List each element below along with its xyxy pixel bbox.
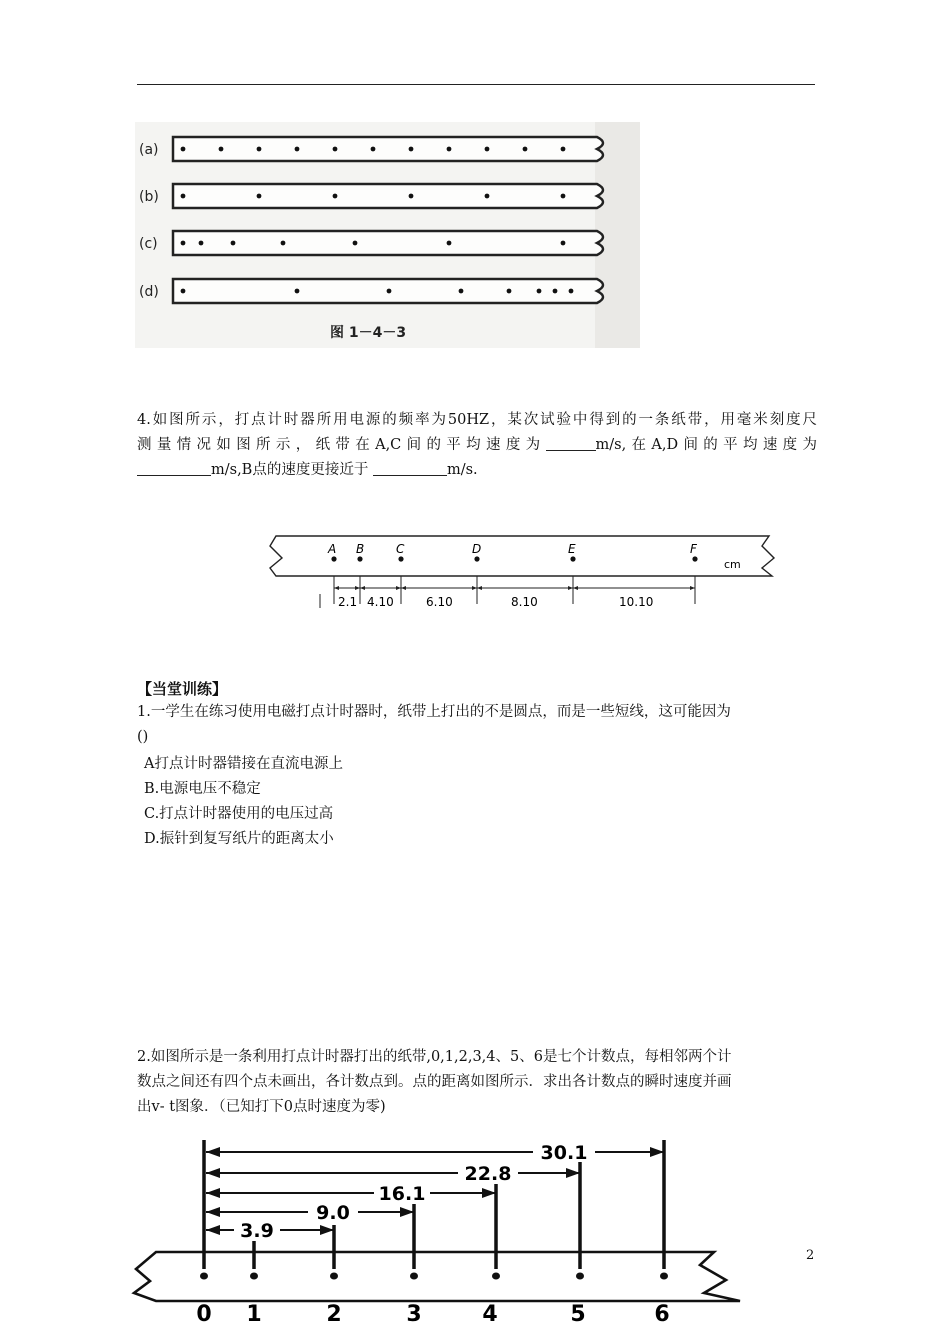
strip-label-d: (d): [139, 284, 159, 300]
strip-label-c: (c): [139, 236, 158, 252]
answer-blank-ac[interactable]: [546, 435, 596, 451]
option-b[interactable]: B.电源电压不稳定: [144, 781, 261, 797]
count-point-6: 6: [654, 1302, 670, 1325]
count-point-3: 3: [406, 1302, 422, 1325]
segment-ab: 2.1: [338, 595, 358, 609]
p1-line-1: 1.一学生在练习使用电磁打点计时器时，纸带上打出的不是圆点，而是一些短线，这可能因为: [137, 704, 731, 720]
strip-label-a: (a): [139, 142, 159, 158]
practice-question-2: [137, 1045, 817, 1120]
option-d[interactable]: D.振针到复写纸片的距离太小: [144, 831, 334, 847]
unit-label: cm: [724, 558, 741, 571]
distance-0-6: 30.1: [540, 1142, 588, 1164]
section-title: 【当堂训练】: [137, 680, 228, 698]
distance-0-3: 9.0: [316, 1202, 350, 1224]
count-point-2: 2: [326, 1302, 342, 1325]
distance-0-4: 16.1: [378, 1183, 426, 1205]
distance-0-2: 3.9: [240, 1220, 274, 1242]
answer-blank-b[interactable]: [373, 460, 447, 476]
tape-strips-figure: [135, 122, 640, 348]
p2-line-3: 出v- t图象．（已知打下0点时速度为零): [137, 1099, 386, 1115]
count-point-4: 4: [482, 1302, 498, 1325]
point-label-b: B: [356, 542, 365, 556]
distance-0-5: 22.8: [464, 1163, 512, 1185]
q4-line-3-part-b: m/s.: [446, 462, 478, 478]
strip-label-b: (b): [139, 189, 159, 205]
point-label-d: D: [472, 542, 482, 556]
point-label-f: F: [690, 542, 697, 556]
option-c[interactable]: C.打点计时器使用的电压过高: [144, 806, 334, 822]
segment-ef: 10.10: [619, 595, 654, 609]
option-a[interactable]: A打点计时器错接在直流电源上: [144, 756, 343, 772]
segment-bc: 4.10: [367, 595, 394, 609]
figure-caption: 图 1－4－3: [330, 325, 407, 341]
q4-line-3-part-a: m/s,B点的速度更接近于: [211, 462, 369, 478]
segment-de: 8.10: [511, 595, 538, 609]
count-point-1: 1: [246, 1302, 262, 1325]
p2-line-1: 2.如图所示是一条利用打点计时器打出的纸带,0,1,2,3,4、5、6是七个计数点，每相邻两个计: [137, 1049, 732, 1065]
point-label-e: E: [568, 542, 576, 556]
practice-question-1: [137, 700, 817, 750]
answer-blank-ad[interactable]: [137, 460, 211, 476]
page-number: 2: [806, 1248, 815, 1263]
point-label-a: A: [328, 542, 337, 556]
q4-line-3: [137, 458, 817, 483]
strip-a: [139, 137, 603, 161]
header-rule: [137, 84, 815, 85]
point-label-c: C: [396, 542, 405, 556]
p2-line-2: 数点之间还有四个点未画出，各计数点到。点的距离如图所示．求出各计数点的瞬时速度并画: [137, 1074, 732, 1090]
q4-line-2: [137, 433, 817, 458]
segment-cd: 6.10: [426, 595, 453, 609]
tape-counting-points-figure: [126, 1135, 750, 1325]
q4-line-1: 4.如图所示，打点计时器所用电源的频率为50HZ，某次试验中得到的一条纸带，用毫米刻度尺: [137, 412, 817, 428]
q4-line-2-part-b: m/s,在A,D间的平均速度为: [595, 437, 818, 453]
strip-b: [139, 184, 603, 208]
q4-line-2-part-a: 测量情况如图所示，纸带在A,C间的平均速度为: [137, 437, 546, 453]
p1-line-2: (): [137, 729, 149, 745]
count-point-0: 0: [196, 1302, 212, 1325]
tape-af-figure: [266, 528, 782, 616]
count-point-5: 5: [570, 1302, 586, 1325]
strip-d: [139, 279, 603, 303]
question-4: [137, 408, 817, 483]
strip-c: [139, 231, 603, 255]
